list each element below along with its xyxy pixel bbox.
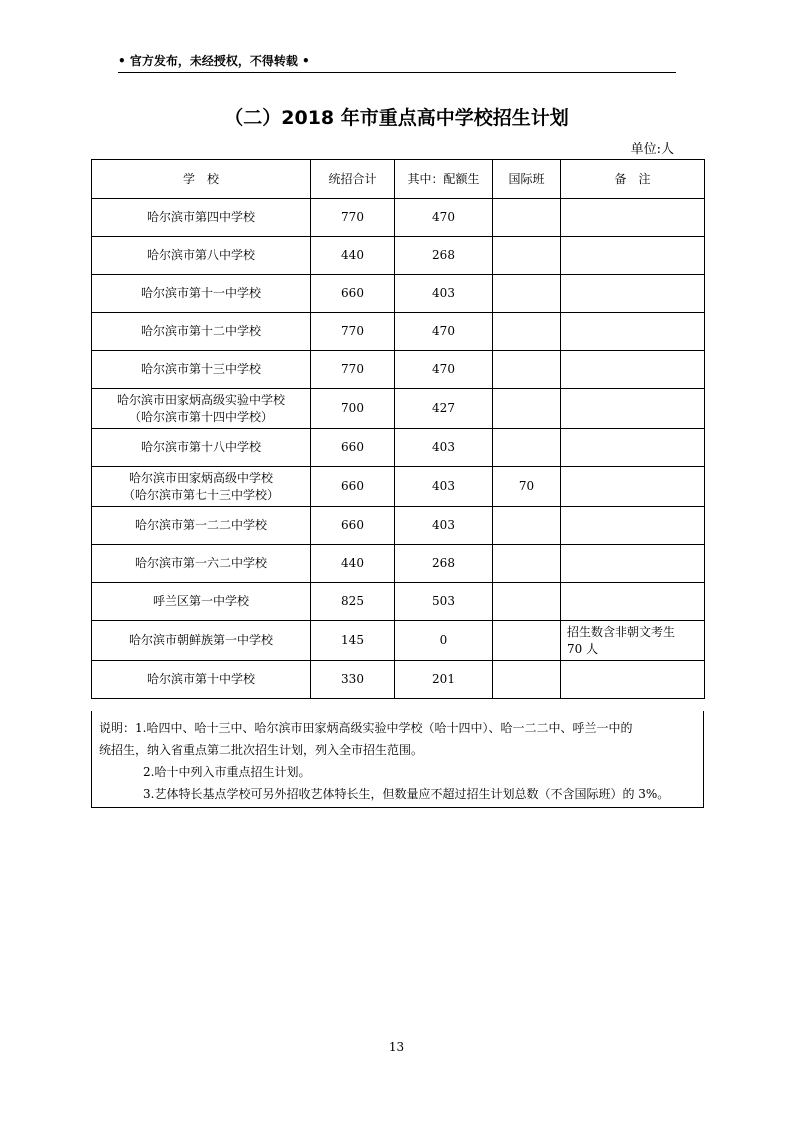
- table-header-row: [92, 160, 705, 199]
- intl-count: [493, 351, 561, 389]
- total-count: 770: [311, 199, 395, 237]
- intl-count: [493, 313, 561, 351]
- school-name: [92, 389, 311, 429]
- remark: [561, 545, 705, 583]
- school-name-line1: 哈尔滨市田家炳高级实验中学校: [116, 392, 285, 407]
- remark: [561, 507, 705, 545]
- table-row: [92, 275, 705, 313]
- table-row: [92, 661, 705, 699]
- total-count: 660: [311, 275, 395, 313]
- intl-count: [493, 237, 561, 275]
- school-name: 哈尔滨市朝鲜族第一中学校: [92, 621, 311, 661]
- header-notice: • 官方发布，未经授权，不得转载 •: [118, 54, 310, 68]
- remark: [561, 199, 705, 237]
- school-name: 哈尔滨市第十八中学校: [92, 429, 311, 467]
- total-count: 825: [311, 583, 395, 621]
- intl-count: [493, 621, 561, 661]
- table-row: [92, 467, 705, 507]
- note-line-1: 说明：1.哈四中、哈十三中、哈尔滨市田家炳高级实验中学校（哈十四中）、哈一二二中、呼兰一中的: [99, 721, 633, 735]
- remark-line2: 70 人: [567, 641, 599, 656]
- quota-count: 0: [395, 621, 493, 661]
- quota-count: 403: [395, 507, 493, 545]
- total-count: 700: [311, 389, 395, 429]
- school-name: 哈尔滨市第八中学校: [92, 237, 311, 275]
- header-rule: [118, 72, 676, 73]
- total-count: 660: [311, 467, 395, 507]
- school-name: 哈尔滨市第一六二中学校: [92, 545, 311, 583]
- note-line-2: 2.哈十中列入市重点招生计划。: [143, 765, 311, 779]
- column-header-total: 统招合计: [311, 160, 395, 199]
- page-title: （二）2018 年市重点高中学校招生计划: [224, 107, 569, 129]
- table-row: [92, 313, 705, 351]
- school-name: 哈尔滨市第一二二中学校: [92, 507, 311, 545]
- remark: [561, 429, 705, 467]
- remark-line1: 招生数含非朝文考生: [567, 624, 676, 639]
- school-name: 哈尔滨市第四中学校: [92, 199, 311, 237]
- table-row: [92, 389, 705, 429]
- school-name: 呼兰区第一中学校: [92, 583, 311, 621]
- table-row: [92, 351, 705, 389]
- remark: [561, 467, 705, 507]
- table-row: [92, 545, 705, 583]
- remark: [561, 661, 705, 699]
- table-row: [92, 621, 705, 661]
- total-count: 660: [311, 429, 395, 467]
- remark: [561, 583, 705, 621]
- quota-count: 268: [395, 237, 493, 275]
- intl-count: [493, 661, 561, 699]
- quota-count: 503: [395, 583, 493, 621]
- quota-count: 403: [395, 275, 493, 313]
- intl-count: [493, 507, 561, 545]
- column-header-quota: 其中：配额生: [395, 160, 493, 199]
- column-header-school: 学 校: [92, 160, 311, 199]
- intl-count: [493, 389, 561, 429]
- school-name: 哈尔滨市第十二中学校: [92, 313, 311, 351]
- intl-count: [493, 275, 561, 313]
- total-count: 145: [311, 621, 395, 661]
- total-count: 660: [311, 507, 395, 545]
- total-count: 440: [311, 237, 395, 275]
- quota-count: 470: [395, 351, 493, 389]
- total-count: 770: [311, 313, 395, 351]
- remark: [561, 313, 705, 351]
- school-name-line2: （哈尔滨市第十四中学校）: [128, 409, 273, 424]
- enrollment-plan-table: [91, 159, 705, 699]
- school-name: 哈尔滨市第十三中学校: [92, 351, 311, 389]
- intl-count: [493, 545, 561, 583]
- table-row: [92, 583, 705, 621]
- intl-count: [493, 583, 561, 621]
- school-name: 哈尔滨市第十一中学校: [92, 275, 311, 313]
- quota-count: 403: [395, 467, 493, 507]
- school-name: 哈尔滨市第十中学校: [92, 661, 311, 699]
- remark: [561, 389, 705, 429]
- remark: [561, 351, 705, 389]
- quota-count: 470: [395, 313, 493, 351]
- column-header-remark: 备 注: [561, 160, 705, 199]
- remark: [561, 237, 705, 275]
- note-line-3: 3.艺体特长基点学校可另外招收艺体特长生，但数量应不超过招生计划总数（不含国际班）的 3%。: [143, 787, 670, 801]
- total-count: 440: [311, 545, 395, 583]
- remark: [561, 275, 705, 313]
- quota-count: 470: [395, 199, 493, 237]
- note-line-1b: 统招生，纳入省重点第二批次招生计划，列入全市招生范围。: [99, 743, 424, 757]
- table-row: [92, 237, 705, 275]
- quota-count: 201: [395, 661, 493, 699]
- remark: [561, 621, 705, 661]
- unit-label: 单位:人: [630, 142, 674, 157]
- intl-count: [493, 199, 561, 237]
- column-header-intl: 国际班: [493, 160, 561, 199]
- quota-count: 427: [395, 389, 493, 429]
- notes-box: [91, 711, 704, 808]
- school-name: [92, 467, 311, 507]
- intl-count: [493, 429, 561, 467]
- quota-count: 403: [395, 429, 493, 467]
- quota-count: 268: [395, 545, 493, 583]
- table-row: [92, 199, 705, 237]
- intl-count: 70: [493, 467, 561, 507]
- school-name-line2: （哈尔滨市第七十三中学校）: [122, 487, 279, 502]
- total-count: 330: [311, 661, 395, 699]
- school-name-line1: 哈尔滨市田家炳高级中学校: [128, 470, 273, 485]
- page-number: 13: [388, 1040, 405, 1054]
- table-row: [92, 429, 705, 467]
- total-count: 770: [311, 351, 395, 389]
- table-row: [92, 507, 705, 545]
